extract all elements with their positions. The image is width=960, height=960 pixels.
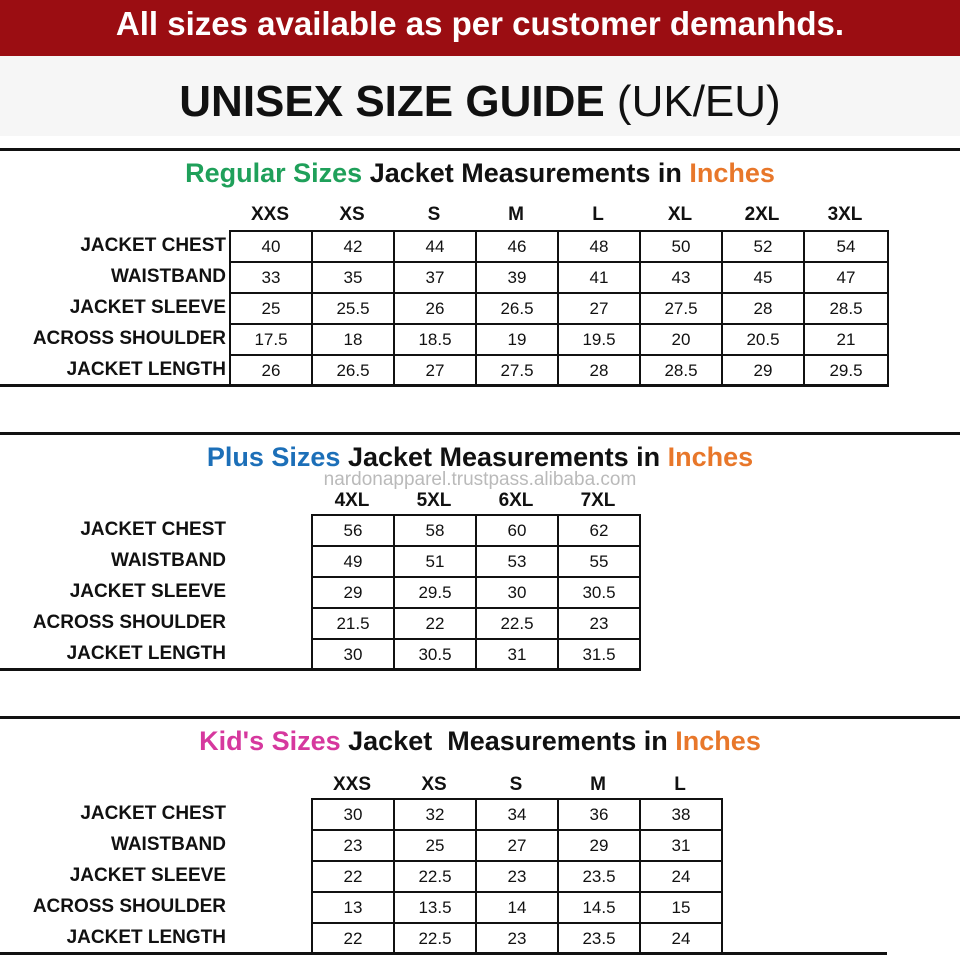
section-top-rule <box>0 432 960 435</box>
table-cell: 41 <box>558 262 640 293</box>
plus-row-label: JACKET LENGTH <box>66 643 226 664</box>
regular-col-head: XS <box>339 204 365 225</box>
table-cell: 33 <box>230 262 312 293</box>
table-cell: 21 <box>804 324 888 355</box>
regular-col-head: L <box>592 204 604 225</box>
table-cell: 29.5 <box>394 577 476 608</box>
table-row <box>230 293 888 324</box>
table-cell: 53 <box>476 546 558 577</box>
table-cell: 30.5 <box>558 577 640 608</box>
table-cell: 25 <box>394 830 476 861</box>
section-top-rule <box>0 148 960 151</box>
plus-col-head: 6XL <box>498 490 534 511</box>
table-cell: 31.5 <box>558 639 640 670</box>
table-cell: 21.5 <box>312 608 394 639</box>
table-row <box>312 923 722 954</box>
regular-heading-unit: Inches <box>689 158 775 188</box>
table-cell: 19 <box>476 324 558 355</box>
table-cell: 22 <box>394 608 476 639</box>
regular-col-head: S <box>427 204 441 225</box>
kids-heading-highlight: Kid's Sizes <box>199 726 341 756</box>
plus-col-head: 4XL <box>334 490 370 511</box>
table-cell: 35 <box>312 262 394 293</box>
table-cell: 62 <box>558 515 640 546</box>
table-cell: 28 <box>722 293 804 324</box>
table-cell: 22.5 <box>394 861 476 892</box>
regular-col-head: XXS <box>250 204 290 225</box>
regular-row-label: ACROSS SHOULDER <box>32 328 226 349</box>
table-cell: 34 <box>476 799 558 830</box>
table-cell: 38 <box>640 799 722 830</box>
plus-heading-highlight: Plus Sizes <box>206 442 341 472</box>
regular-size-header <box>0 202 960 228</box>
table-cell: 54 <box>804 231 888 262</box>
table-row <box>312 639 640 670</box>
watermark-text: nardonapparel.trustpass.alibaba.com <box>323 469 637 490</box>
table-row <box>312 861 722 892</box>
table-cell: 26 <box>394 293 476 324</box>
regular-col-head: XL <box>667 204 693 225</box>
plus-heading-middle: Jacket Measurements in <box>340 442 668 472</box>
plus-size-header <box>0 488 960 514</box>
table-cell: 14 <box>476 892 558 923</box>
table-cell: 22.5 <box>394 923 476 954</box>
table-cell: 30 <box>476 577 558 608</box>
kids-heading-unit: Inches <box>675 726 761 756</box>
plus-row-label: JACKET CHEST <box>80 519 226 540</box>
regular-row-label: JACKET CHEST <box>80 235 226 256</box>
table-row <box>312 830 722 861</box>
table-cell: 13.5 <box>394 892 476 923</box>
regular-row-label: WAISTBAND <box>110 266 226 287</box>
table-cell: 39 <box>476 262 558 293</box>
table-cell: 46 <box>476 231 558 262</box>
table-row <box>230 231 888 262</box>
table-cell: 27.5 <box>640 293 722 324</box>
table-cell: 36 <box>558 799 640 830</box>
banner-text: All sizes available as per customer demanhds. <box>115 5 845 42</box>
table-cell: 27 <box>558 293 640 324</box>
regular-col-head: M <box>508 204 524 225</box>
plus-row-label: JACKET SLEEVE <box>69 581 226 602</box>
plus-col-head: 5XL <box>416 490 452 511</box>
plus-bottom-rule <box>0 668 640 671</box>
table-cell: 22.5 <box>476 608 558 639</box>
table-row <box>312 892 722 923</box>
table-cell: 49 <box>312 546 394 577</box>
plus-col-head: 7XL <box>580 490 616 511</box>
table-cell: 23.5 <box>558 923 640 954</box>
table-cell: 22 <box>312 923 394 954</box>
table-cell: 27 <box>394 355 476 386</box>
table-cell: 52 <box>722 231 804 262</box>
regular-heading-middle: Jacket Measurements in <box>362 158 690 188</box>
table-cell: 31 <box>640 830 722 861</box>
table-cell: 27.5 <box>476 355 558 386</box>
table-cell: 32 <box>394 799 476 830</box>
table-cell: 26 <box>230 355 312 386</box>
table-cell: 23 <box>558 608 640 639</box>
table-cell: 47 <box>804 262 888 293</box>
table-row <box>312 515 640 546</box>
kids-section-heading <box>0 726 960 757</box>
table-cell: 24 <box>640 923 722 954</box>
kids-bottom-rule <box>0 952 887 955</box>
plus-row-label: WAISTBAND <box>110 550 226 571</box>
kids-row-label: ACROSS SHOULDER <box>32 896 226 917</box>
regular-bottom-rule <box>0 384 887 387</box>
kids-row-label: JACKET SLEEVE <box>69 865 226 886</box>
table-cell: 28 <box>558 355 640 386</box>
table-cell: 26.5 <box>312 355 394 386</box>
table-cell: 17.5 <box>230 324 312 355</box>
table-cell: 13 <box>312 892 394 923</box>
top-banner <box>0 0 960 56</box>
table-cell: 28.5 <box>804 293 888 324</box>
regular-size-table <box>229 230 889 387</box>
table-cell: 14.5 <box>558 892 640 923</box>
kids-size-table <box>311 798 723 955</box>
table-row <box>230 355 888 386</box>
page-title: UNISEX SIZE GUIDE <box>179 77 605 126</box>
table-cell: 24 <box>640 861 722 892</box>
table-row <box>312 799 722 830</box>
table-cell: 29.5 <box>804 355 888 386</box>
regular-row-label: JACKET SLEEVE <box>69 297 226 318</box>
table-cell: 45 <box>722 262 804 293</box>
kids-row-label: JACKET LENGTH <box>66 927 226 948</box>
table-cell: 30 <box>312 799 394 830</box>
table-cell: 29 <box>312 577 394 608</box>
table-cell: 28.5 <box>640 355 722 386</box>
title-band <box>0 56 960 136</box>
page-title-suffix: (UK/EU) <box>604 77 781 126</box>
table-cell: 29 <box>722 355 804 386</box>
table-cell: 50 <box>640 231 722 262</box>
table-row <box>312 546 640 577</box>
table-cell: 42 <box>312 231 394 262</box>
kids-size-header <box>0 772 960 798</box>
table-cell: 51 <box>394 546 476 577</box>
table-cell: 37 <box>394 262 476 293</box>
regular-sizes-section <box>0 148 960 388</box>
table-cell: 23.5 <box>558 861 640 892</box>
table-cell: 30 <box>312 639 394 670</box>
table-cell: 23 <box>476 861 558 892</box>
regular-col-head: 2XL <box>744 204 780 225</box>
table-cell: 60 <box>476 515 558 546</box>
kids-heading-middle: Jacket Measurements in <box>340 726 676 756</box>
table-cell: 31 <box>476 639 558 670</box>
plus-sizes-section <box>0 432 960 672</box>
regular-section-heading <box>0 158 960 189</box>
table-row <box>312 577 640 608</box>
table-cell: 22 <box>312 861 394 892</box>
kids-col-head: XS <box>421 774 447 795</box>
table-cell: 30.5 <box>394 639 476 670</box>
table-cell: 23 <box>312 830 394 861</box>
table-cell: 58 <box>394 515 476 546</box>
table-cell: 55 <box>558 546 640 577</box>
table-cell: 43 <box>640 262 722 293</box>
table-row <box>230 324 888 355</box>
table-cell: 23 <box>476 923 558 954</box>
plus-heading-unit: Inches <box>667 442 754 472</box>
table-cell: 20 <box>640 324 722 355</box>
table-cell: 25 <box>230 293 312 324</box>
kids-col-head: S <box>509 774 523 795</box>
kids-row-label: JACKET CHEST <box>80 803 226 824</box>
table-row <box>230 262 888 293</box>
plus-size-table <box>311 514 641 671</box>
regular-heading-highlight: Regular Sizes <box>185 158 363 188</box>
table-cell: 48 <box>558 231 640 262</box>
table-cell: 18.5 <box>394 324 476 355</box>
table-cell: 15 <box>640 892 722 923</box>
table-cell: 29 <box>558 830 640 861</box>
table-row <box>312 608 640 639</box>
kids-col-head: M <box>590 774 606 795</box>
kids-col-head: L <box>674 774 686 795</box>
section-top-rule <box>0 716 960 719</box>
table-cell: 26.5 <box>476 293 558 324</box>
table-cell: 20.5 <box>722 324 804 355</box>
table-cell: 27 <box>476 830 558 861</box>
table-cell: 19.5 <box>558 324 640 355</box>
kids-col-head: XXS <box>332 774 372 795</box>
regular-col-head: 3XL <box>827 204 863 225</box>
kids-row-label: WAISTBAND <box>110 834 226 855</box>
plus-row-label: ACROSS SHOULDER <box>32 612 226 633</box>
table-cell: 25.5 <box>312 293 394 324</box>
kids-sizes-section <box>0 716 960 956</box>
table-cell: 56 <box>312 515 394 546</box>
table-cell: 40 <box>230 231 312 262</box>
regular-row-label: JACKET LENGTH <box>66 359 226 380</box>
table-cell: 18 <box>312 324 394 355</box>
table-cell: 44 <box>394 231 476 262</box>
